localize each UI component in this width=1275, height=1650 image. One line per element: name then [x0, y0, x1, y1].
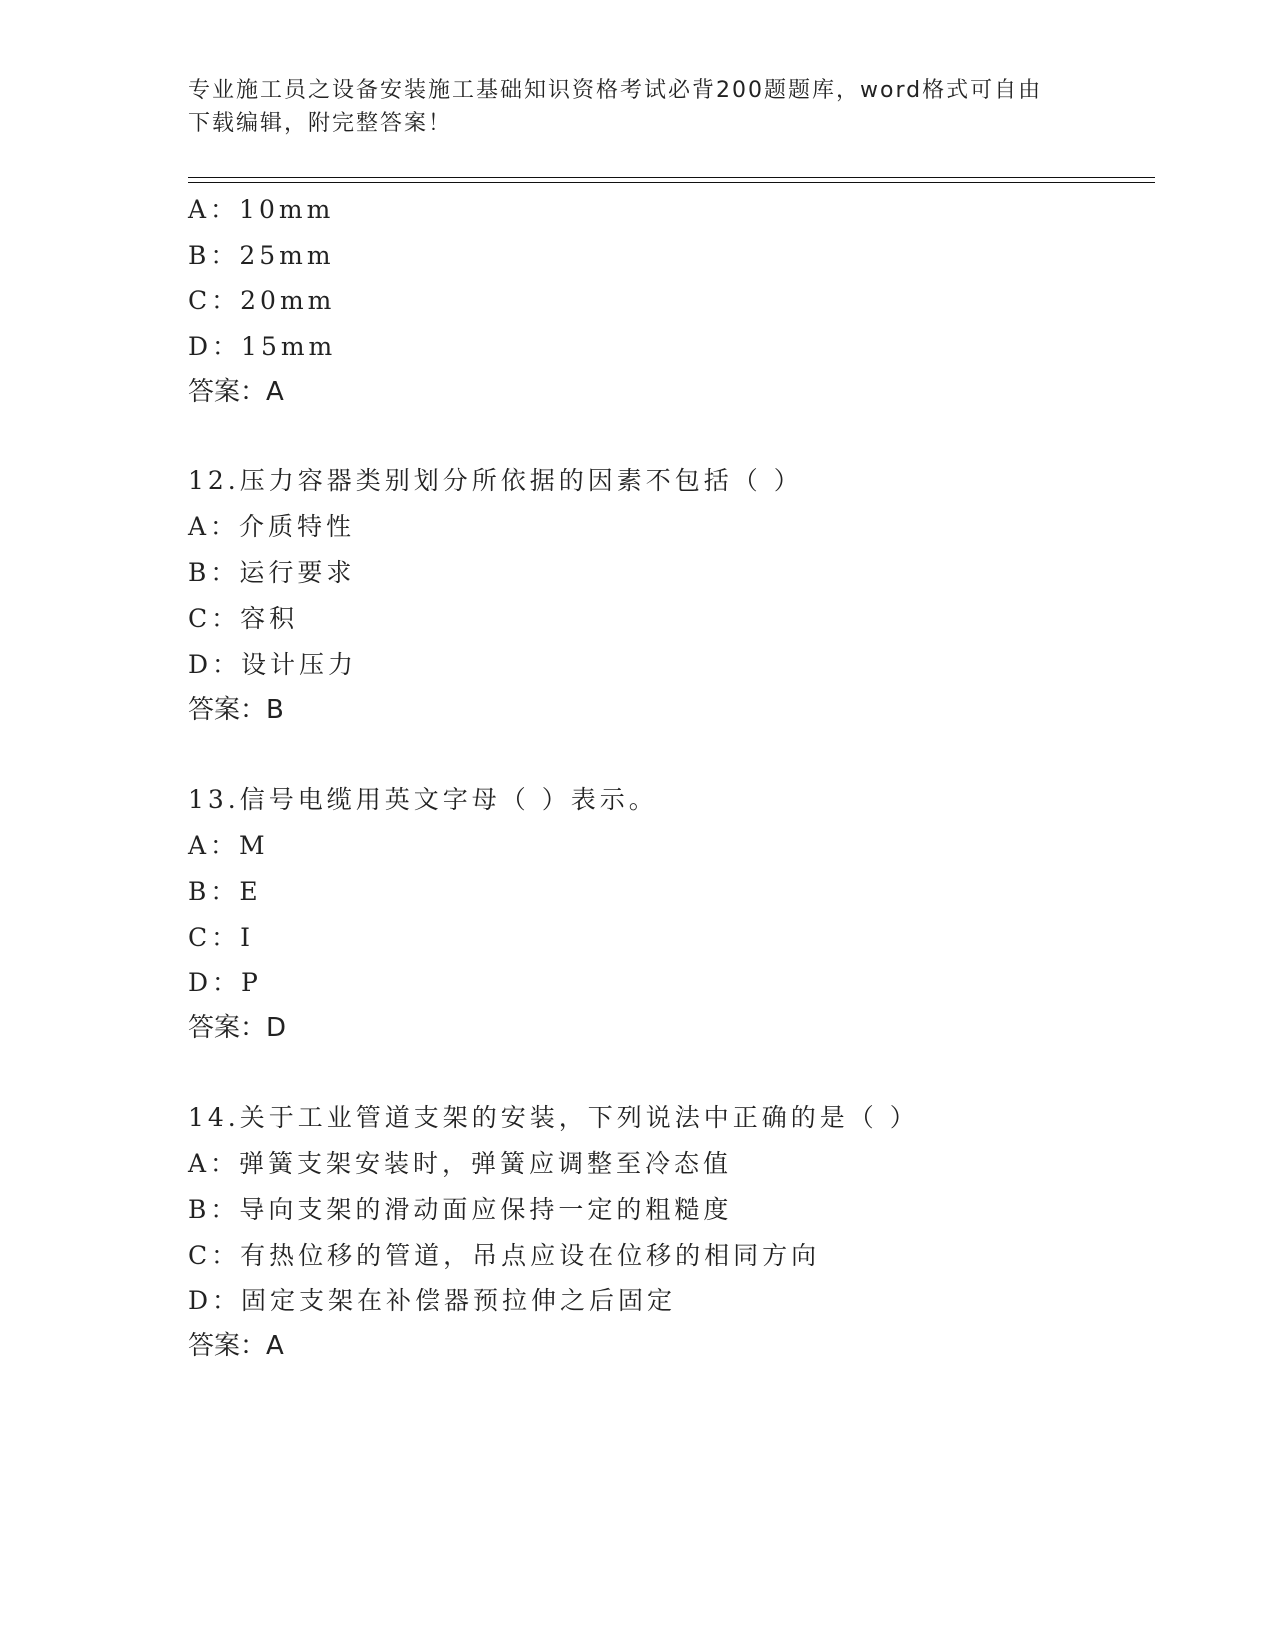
q12-option-b: B：运行要求: [188, 558, 356, 587]
q13-option-d: D：P: [188, 968, 262, 997]
q11-option-a: A：10mm: [188, 195, 335, 224]
header-divider-bottom: [188, 182, 1155, 183]
header-divider-top: [188, 177, 1155, 178]
q13-option-a: A：M: [188, 831, 269, 860]
q14-option-d: D：固定支架在补偿器预拉伸之后固定: [188, 1286, 677, 1315]
q12-answer: 答案：B: [188, 695, 284, 725]
q11-answer: 答案：A: [188, 377, 284, 407]
q12-option-d: D：设计压力: [188, 650, 358, 679]
q14-option-c: C：有热位移的管道，吊点应设在位移的相同方向: [188, 1241, 821, 1270]
q14-option-a: A：弹簧支架安装时，弹簧应调整至冷态值: [188, 1149, 733, 1178]
q11-option-d: D：15mm: [188, 332, 337, 361]
header-line-2: 下载编辑，附完整答案！: [188, 111, 453, 136]
document-header: [188, 74, 1068, 140]
q14-option-b: B：导向支架的滑动面应保持一定的粗糙度: [188, 1195, 733, 1224]
q11-option-c: C：20mm: [188, 286, 336, 315]
q14-answer: 答案：A: [188, 1331, 284, 1361]
q12-option-c: C：容积: [188, 604, 299, 633]
q13-option-c: C：I: [188, 923, 255, 952]
q13-question: 13.信号电缆用英文字母（ ）表示。: [188, 785, 658, 814]
q14-question: 14.关于工业管道支架的安装，下列说法中正确的是（ ）: [188, 1103, 919, 1132]
q12-option-a: A：介质特性: [188, 512, 356, 541]
q12-question: 12.压力容器类别划分所依据的因素不包括（ ）: [188, 466, 803, 495]
header-line-1: 专业施工员之设备安装施工基础知识资格考试必背200题题库，word格式可自由: [188, 78, 1043, 103]
q13-answer: 答案：D: [188, 1013, 287, 1043]
q13-option-b: B：E: [188, 877, 262, 906]
q11-option-b: B：25mm: [188, 241, 335, 270]
